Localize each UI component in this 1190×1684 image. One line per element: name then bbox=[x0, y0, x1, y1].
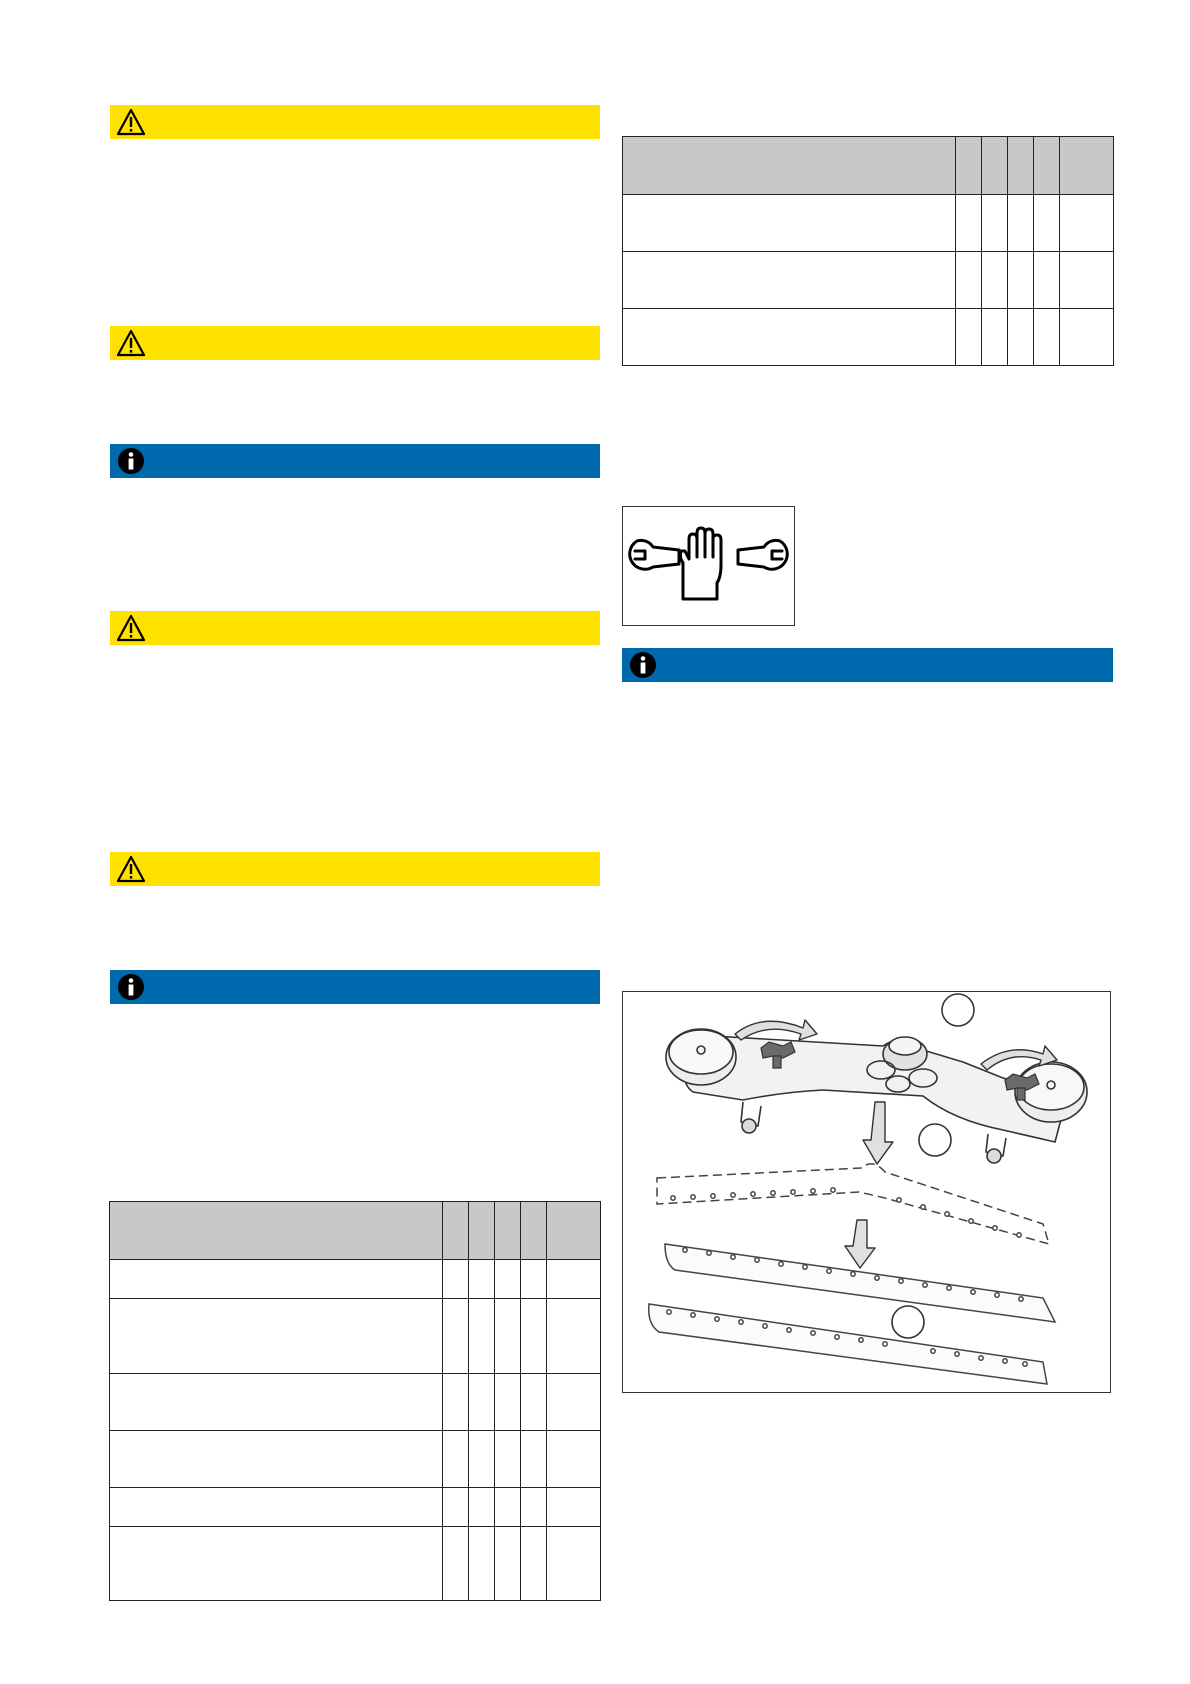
warning-banner bbox=[110, 105, 600, 139]
warning-banner bbox=[110, 326, 600, 360]
info-circle-icon bbox=[116, 972, 146, 1002]
table-header-row bbox=[623, 137, 1114, 195]
info-banner bbox=[622, 648, 1113, 682]
info-circle-icon bbox=[628, 650, 658, 680]
warning-triangle-icon bbox=[116, 328, 146, 358]
maintenance-table-left bbox=[109, 1201, 601, 1601]
warning-banner bbox=[110, 852, 600, 886]
squeegee-assembly-icon bbox=[623, 992, 1110, 1392]
table-row bbox=[110, 1260, 601, 1299]
callout-3 bbox=[892, 1306, 924, 1338]
table-row bbox=[623, 195, 1114, 252]
warning-triangle-icon bbox=[116, 613, 146, 643]
warning-triangle-icon bbox=[116, 854, 146, 884]
table-row bbox=[623, 252, 1114, 309]
callout-2 bbox=[919, 1124, 951, 1156]
callout-1 bbox=[942, 994, 974, 1026]
table-row bbox=[623, 309, 1114, 366]
table-row bbox=[110, 1431, 601, 1488]
table-row bbox=[110, 1374, 601, 1431]
warning-banner bbox=[110, 611, 600, 645]
table-row bbox=[110, 1299, 601, 1374]
table-row bbox=[110, 1488, 601, 1527]
table-header-row bbox=[110, 1202, 601, 1260]
info-banner bbox=[110, 970, 600, 1004]
info-circle-icon bbox=[116, 446, 146, 476]
hand-with-wrenches-icon bbox=[623, 507, 794, 625]
service-symbol-frame bbox=[622, 506, 795, 626]
squeegee-figure-frame bbox=[622, 991, 1111, 1393]
info-banner bbox=[110, 444, 600, 478]
warning-triangle-icon bbox=[116, 107, 146, 137]
table-row bbox=[110, 1527, 601, 1601]
maintenance-table-right bbox=[622, 136, 1114, 366]
